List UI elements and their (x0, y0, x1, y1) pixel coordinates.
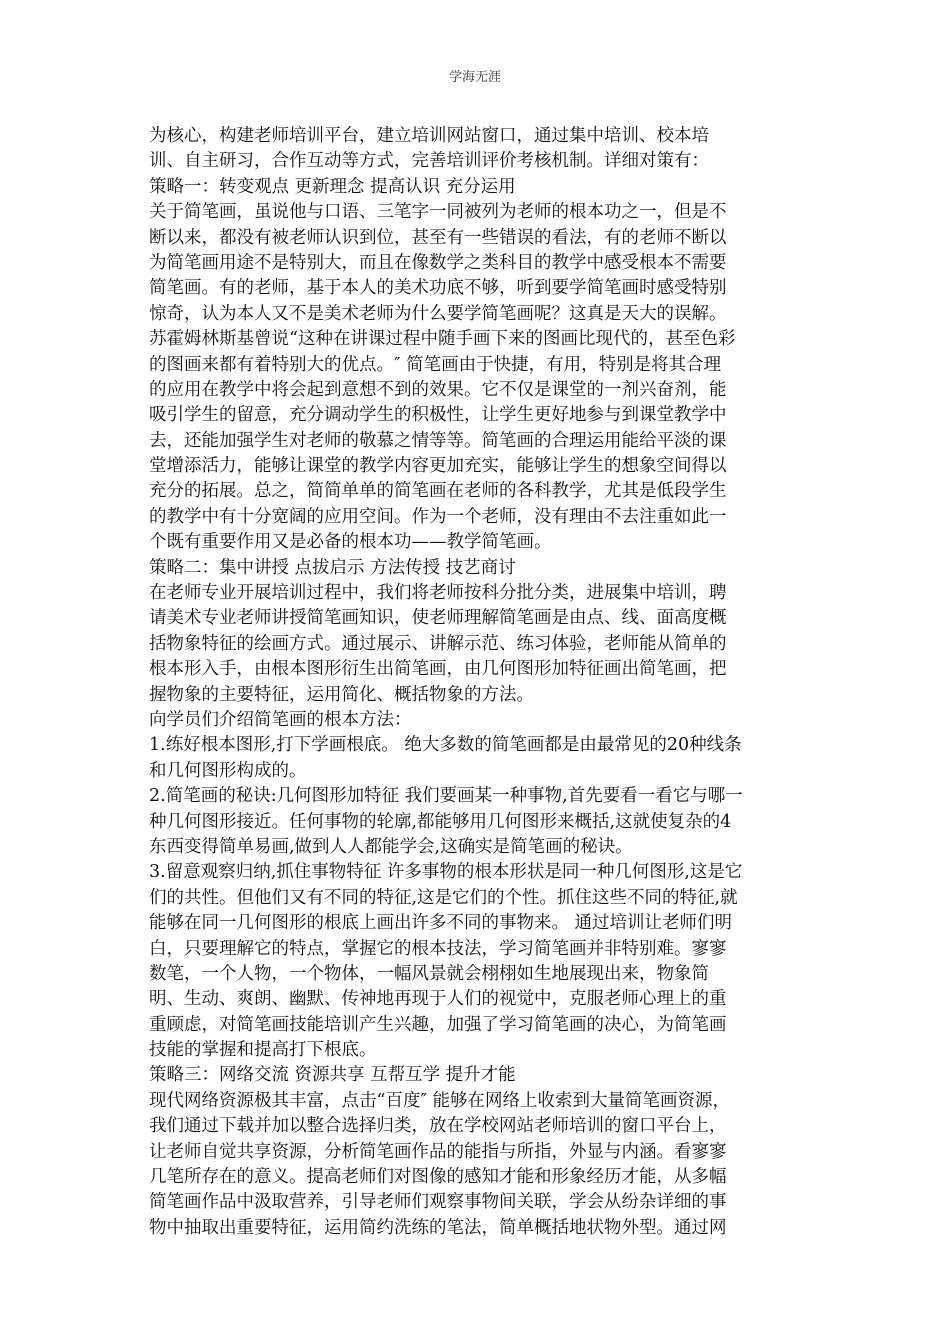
text-line: 1.练好根本图形,打下学画根底。 绝大多数的简笔画都是由最常见的20种线条 (149, 735, 742, 756)
text-line: 的教学中有十分宽阔的应用空间。作为一个老师，没有理由不去注重如此一 (149, 506, 727, 527)
text-line: 根本形入手，由根本图形衍生出简笔画，由几何图形加特征画出简笔画，把 (149, 659, 727, 680)
section-heading: 策略二：集中讲授 点拔启示 方法传授 技艺商讨 (149, 557, 516, 578)
text-line: 堂增添活力，能够让课堂的教学内容更加充实，能够让学生的想象空间得以 (149, 456, 727, 477)
text-line: 白，只要理解它的特点，掌握它的根本技法，学习简笔画并非特别难。寥寥 (149, 938, 727, 959)
text-line: 2.简笔画的秘诀:几何图形加特征 我们要画某一种事物,首先要看一看它与哪一 (149, 786, 743, 807)
text-line: 关于简笔画，虽说他与口语、三笔字一同被列为老师的根本功之一，但是不 (149, 202, 727, 223)
text-line: 能够在同一几何图形的根底上画出许多不同的事物来。 通过培训让老师们明 (149, 913, 733, 934)
text-line: 括物象特征的绘画方式。通过展示、讲解示范、练习体验，老师能从简单的 (149, 633, 727, 654)
text-line: 断以来，都没有被老师认识到位，甚至有一些错误的看法，有的老师不断以 (149, 227, 727, 248)
text-line: 的图画来都有着特别大的优点。″ 简笔画由于快捷，有用，特别是将其合理 (149, 354, 722, 375)
text-line: 我们通过下载并加以整合选择归类，放在学校网站老师培训的窗口平台上， (149, 1116, 727, 1137)
text-line: 在老师专业开展培训过程中，我们将老师按科分批分类，进展集中培训，聘 (149, 583, 727, 604)
text-line: 为简笔画用途不是特别大，而且在像数学之类科目的教学中感受根本不需要 (149, 252, 727, 273)
text-line: 重顾虑，对简笔画技能培训产生兴趣，加强了学习简笔画的决心，为简笔画 (149, 1014, 727, 1035)
text-line: 种几何图形接近。任何事物的轮廓,都能够用几何图形来概括,这就使复杂的4 (149, 811, 732, 832)
text-line: 去，还能加强学生对老师的敬慕之情等等。简笔画的合理运用能给平淡的课 (149, 430, 727, 451)
page-header: 学海无涯 (448, 70, 501, 85)
text-line: 简笔画。有的老师，基于本人的美术功底不够，听到要学简笔画时感受特别 (149, 278, 727, 299)
section-heading: 策略一：转变观点 更新理念 提高认识 充分运用 (149, 176, 516, 197)
text-line: 训、自主研习，合作互动等方式，完善培训评价考核机制。详细对策有： (149, 151, 709, 172)
text-line: 3.留意观察归纳,抓住事物特征 许多事物的根本形状是同一种几何图形,这是它 (149, 862, 743, 883)
text-line: 的应用在教学中将会起到意想不到的效果。它不仅是课堂的一剂兴奋剂，能 (149, 379, 727, 400)
text-line: 现代网络资源极其丰富，点击“百度″ 能够在网络上收索到大量简笔画资源， (149, 1090, 731, 1111)
text-line: 们的共性。但他们又有不同的特征,这是它们的个性。抓住这些不同的特征,就 (149, 887, 738, 908)
text-line: 东西变得简单易画,做到人人都能学会,这确实是简笔画的秘诀。 (149, 836, 633, 857)
text-line: 个既有重要作用又是必备的根本功——教学简笔画。 (149, 532, 552, 553)
text-line: 向学员们介绍简笔画的根本方法： (149, 709, 412, 730)
text-line: 技能的掌握和提高打下根底。 (149, 1040, 377, 1061)
text-line: 请美术专业老师讲授简笔画知识，使老师理解简笔画是由点、线、面高度概 (149, 608, 727, 629)
text-line: 和几何图形构成的。 (149, 760, 307, 781)
text-line: 简笔画作品中汲取营养，引导老师们观察事物间关联，学会从纷杂详细的事 (149, 1192, 727, 1213)
text-line: 让老师自觉共享资源，分析简笔画作品的能指与所指，外显与内涵。看寥寥 (149, 1141, 727, 1162)
section-heading: 策略三：网络交流 资源共享 互帮互学 提升才能 (149, 1065, 516, 1086)
text-line: 握物象的主要特征，运用简化、概括物象的方法。 (149, 684, 534, 705)
text-line: 惊奇，认为本人又不是美术老师为什么要学简笔画呢？这真是天大的误解。 (149, 303, 727, 324)
text-line: 吸引学生的留意，充分调动学生的积极性，让学生更好地参与到课堂教学中 (149, 405, 727, 426)
text-line: 充分的拓展。总之，简简单单的简笔画在老师的各科教学，尤其是低段学生 (149, 481, 727, 502)
text-line: 明、生动、爽朗、幽默、传神地再现于人们的视觉中，克服老师心理上的重 (149, 989, 727, 1010)
document-body (149, 124, 797, 1241)
text-line: 为核心，构建老师培训平台，建立培训网站窗口，通过集中培训、校本培 (149, 126, 709, 146)
text-line: 数笔，一个人物，一个物体，一幅风景就会栩栩如生地展现出来，物象简 (149, 963, 709, 984)
text-line: 物中抽取出重要特征，运用简约洗练的笔法，简单概括地状物外型。通过网 (149, 1217, 727, 1238)
text-line: 几笔所存在的意义。提高老师们对图像的感知才能和形象经历才能，从多幅 (149, 1167, 727, 1188)
text-line: 苏霍姆林斯基曾说“这种在讲课过程中随手画下来的图画比现代的，甚至色彩 (149, 329, 736, 350)
